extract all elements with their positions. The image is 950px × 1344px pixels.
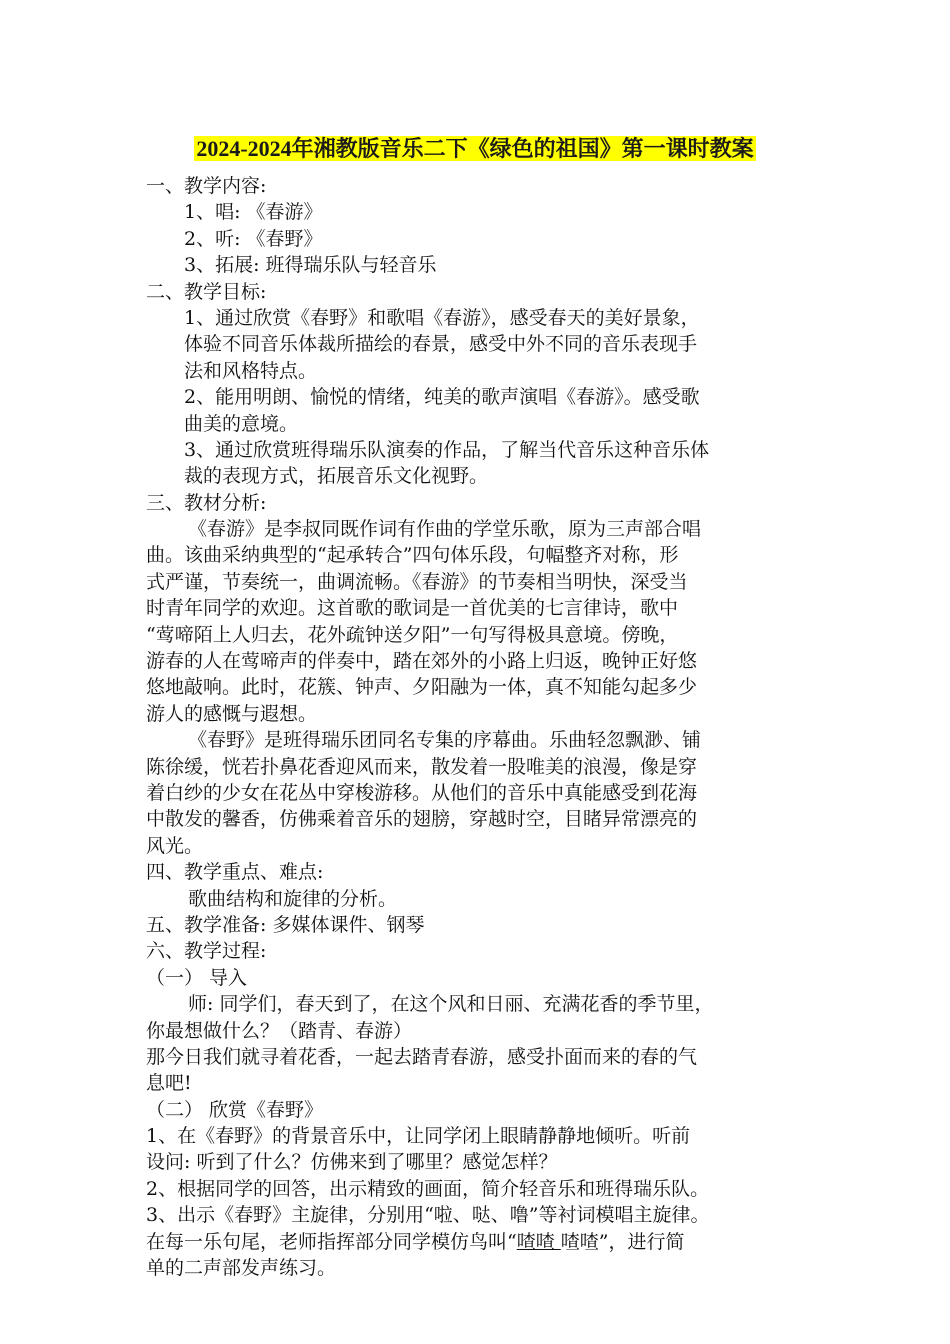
text-line: 3、出示《春野》主旋律，分别用“啦、哒、噜”等衬词模唱主旋律。 — [146, 1204, 710, 1227]
text-line-with-underline — [146, 1229, 806, 1255]
text-segment: 在每一乐句尾，老师指挥部分同学模仿鸟叫“ — [146, 1230, 517, 1253]
text-line: 1、唱: 《春游》 — [184, 201, 323, 224]
text-line: 游人的感慨与遐想。 — [146, 702, 318, 725]
text-line: 法和风格特点。 — [184, 359, 318, 382]
text-line: 2、听: 《春野》 — [184, 227, 323, 250]
subsection-heading: （一） 导入 — [146, 966, 248, 989]
text-line: 体验不同音乐体裁所描绘的春景，感受中外不同的音乐表现手 — [184, 333, 698, 356]
text-line: 你最想做什么？（踏青、春游） — [146, 1019, 413, 1042]
text-line: 2、能用明朗、愉悦的情绪，纯美的歌声演唱《春游》。感受歌 — [184, 386, 700, 409]
text-line: 式严谨，节奏统一，曲调流畅。《春游》的节奏相当明快，深受当 — [146, 570, 688, 593]
text-line: 设问: 听到了什么？仿佛来到了哪里？感觉怎样？ — [146, 1151, 558, 1174]
section-heading: 四、教学重点、难点: — [146, 861, 324, 884]
text-line: 师: 同学们，春天到了，在这个风和日丽、充满花香的季节里， — [188, 993, 714, 1016]
text-line: 游春的人在莺啼声的伴奏中，踏在郊外的小路上归返，晚钟正好悠 — [146, 650, 698, 673]
section-heading: 一、教学内容: — [146, 175, 267, 197]
title-highlight: 2024-2024年湘教版音乐二下《绿色的祖国》第一课时教案 — [196, 136, 754, 161]
text-line: 陈徐缓，恍若扑鼻花香迎风而来，散发着一股唯美的浪漫，像是穿 — [146, 755, 698, 778]
section-heading: 五、教学准备: 多媒体课件、钢琴 — [146, 913, 425, 936]
text-line: 3、拓展: 班得瑞乐队与轻音乐 — [184, 254, 437, 277]
text-line: 2、根据同学的回答，出示精致的画面，简介轻音乐和班得瑞乐队。 — [146, 1177, 710, 1200]
text-line: 裁的表现方式，拓展音乐文化视野。 — [184, 465, 489, 488]
text-line: 着白纱的少女在花丛中穿梭游移。从他们的音乐中真能感受到花海 — [146, 781, 698, 804]
text-line: 《春野》是班得瑞乐团同名专集的序幕曲。乐曲轻忽飘渺、铺 — [188, 729, 702, 752]
text-line: 单的二声部发声练习。 — [146, 1257, 337, 1280]
document-title — [0, 133, 950, 165]
text-line: 1、在《春野》的背景音乐中，让同学闭上眼睛静静地倾听。听前 — [146, 1125, 691, 1148]
text-line: 悠地敲响。此时，花簇、钟声、夕阳融为一体，真不知能勾起多少 — [146, 676, 698, 699]
text-line: 曲美的意境。 — [184, 412, 299, 435]
document-body — [146, 173, 806, 1281]
text-line: 息吧! — [146, 1072, 192, 1095]
text-line: “莺啼陌上人归去，花外疏钟送夕阳”一句写得极具意境。傍晚， — [146, 623, 679, 646]
underlined-text: 喳喳 — [516, 1230, 561, 1253]
text-line: 3、通过欣赏班得瑞乐队演奏的作品，了解当代音乐这种音乐体 — [184, 438, 710, 461]
subsection-heading: （二） 欣赏《春野》 — [146, 1098, 324, 1121]
text-line: 曲。该曲采纳典型的“起承转合”四句体乐段，句幅整齐对称，形 — [146, 544, 679, 567]
section-heading: 三、教材分析: — [146, 491, 267, 514]
text-line: 《春游》是李叔同既作词有作曲的学堂乐歌，原为三声部合唱 — [188, 518, 702, 541]
text-line: 中散发的馨香，仿佛乘着音乐的翅膀，穿越时空，目睹异常漂亮的 — [146, 808, 698, 831]
text-line: 风光。 — [146, 834, 204, 857]
section-heading: 六、教学过程: — [146, 940, 267, 963]
text-line: 歌曲结构和旋律的分析。 — [188, 887, 398, 910]
text-line: 时青年同学的欢迎。这首歌的歌词是一首优美的七言律诗，歌中 — [146, 597, 679, 620]
section-heading: 二、教学目标: — [146, 280, 267, 303]
text-line: 1、通过欣赏《春野》和歌唱《春游》，感受春天的美好景象， — [184, 306, 700, 329]
text-segment: 喳喳”，进行简 — [560, 1230, 685, 1253]
text-line: 那今日我们就寻着花香，一起去踏青春游，感受扑面而来的春的气 — [146, 1045, 698, 1068]
